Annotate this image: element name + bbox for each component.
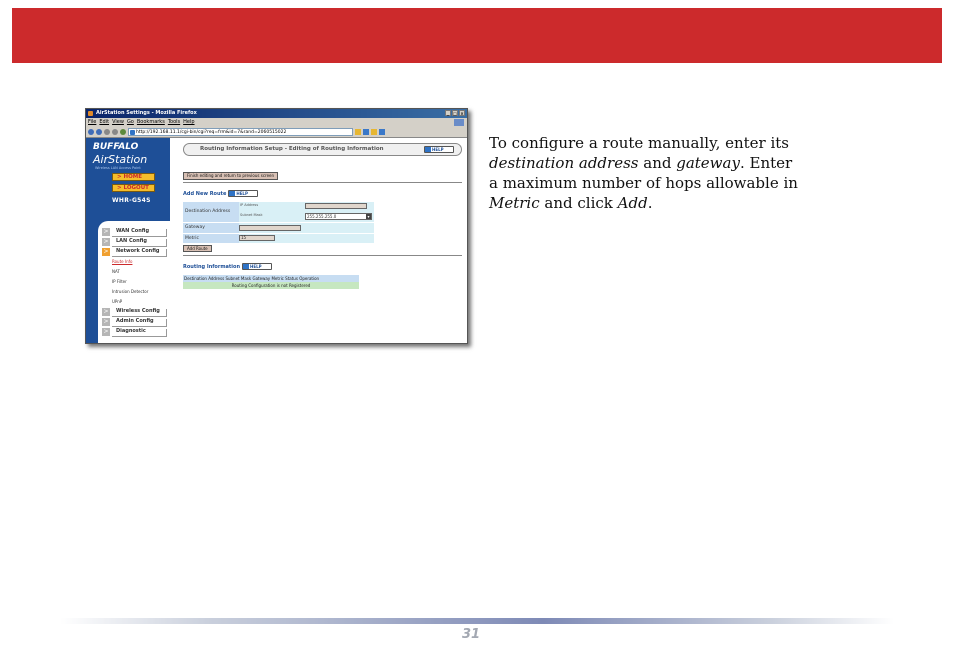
address-bar[interactable] <box>128 128 353 136</box>
gateway-field[interactable] <box>239 225 301 231</box>
home-icon[interactable] <box>120 129 126 135</box>
menu-go[interactable]: Go <box>126 119 134 125</box>
add-route-form <box>183 202 374 252</box>
column-header: Status <box>285 276 298 281</box>
menu-bar <box>86 118 467 127</box>
help-button[interactable]: HELP <box>424 146 454 153</box>
column-header: Operation <box>299 276 320 281</box>
maximize-icon[interactable]: □ <box>453 111 457 116</box>
arrow-icon: > <box>103 238 109 245</box>
dropdown-icon: ▾ <box>367 214 370 219</box>
arrow-icon: > <box>103 318 109 325</box>
divider <box>183 255 462 256</box>
footer-rule <box>60 618 894 624</box>
screenshot-figure <box>85 108 468 344</box>
navigation-toolbar <box>86 127 467 138</box>
divider <box>183 182 462 183</box>
arrow-icon: > <box>103 308 109 315</box>
arrow-icon: > <box>103 228 109 235</box>
sidebar-item-wan-config[interactable]: > WAN Config <box>102 227 170 237</box>
instruction-line: To configure a route manually, enter its <box>489 134 790 152</box>
column-header: Gateway <box>252 276 271 281</box>
instruction-line: Metric and click Add. <box>489 194 653 212</box>
sidebar-item-network-config[interactable]: > Network Config <box>102 247 170 257</box>
close-icon[interactable]: × <box>460 111 464 116</box>
help-icon <box>243 264 249 269</box>
menu-file[interactable]: File <box>88 119 97 125</box>
menu-tools[interactable]: Tools <box>167 119 181 125</box>
destination-address-label: Destination Address <box>183 202 239 222</box>
ip-address-field[interactable] <box>305 203 367 209</box>
top-banner <box>12 8 942 63</box>
subitem-intrusion-detector[interactable]: Intrusion Detector <box>112 289 149 294</box>
instruction-text <box>489 133 869 213</box>
gateway-label: Gateway <box>183 223 239 233</box>
page-favicon <box>130 130 135 135</box>
firefox-icon <box>88 111 93 116</box>
stop-icon[interactable] <box>112 129 118 135</box>
instruction-line: destination address and gateway. Enter <box>489 154 793 172</box>
throbber-icon <box>454 119 464 126</box>
forward-icon[interactable] <box>96 129 102 135</box>
reload-icon[interactable] <box>104 129 110 135</box>
router-sidebar <box>86 138 170 343</box>
subitem-nat[interactable]: NAT <box>112 269 120 274</box>
menu-help[interactable]: Help <box>183 119 195 125</box>
sidebar-nav <box>98 221 170 343</box>
subitem-upnp[interactable]: UPnP <box>112 299 123 304</box>
subitem-ip-filter[interactable]: IP Filter <box>112 279 127 284</box>
routing-information-heading: Routing Information HELP <box>183 263 462 270</box>
back-icon[interactable] <box>88 129 94 135</box>
go-icon[interactable] <box>363 129 369 135</box>
logout-button[interactable]: > LOGOUT <box>112 184 155 192</box>
menu-bookmarks[interactable]: Bookmarks <box>136 119 165 125</box>
help-icon <box>229 191 235 196</box>
help-button[interactable]: HELP <box>228 190 258 197</box>
home-button[interactable]: > HOME <box>112 173 155 181</box>
sidebar-item-diagnostic[interactable]: > Diagnostic <box>102 327 170 337</box>
add-route-button[interactable]: Add Route <box>183 245 212 252</box>
arrow-icon: > <box>103 248 109 255</box>
product-logo: AirStation <box>93 153 148 166</box>
routing-table <box>183 275 359 289</box>
subnet-mask-label: Subnet Mask <box>240 213 263 217</box>
pencil-icon[interactable] <box>355 129 361 135</box>
metric-label: Metric <box>183 234 239 243</box>
address-bar-text: http://192.168.11.1/cgi-bin/cgi?req=frm&id=7&rand=2060515022 <box>136 130 287 135</box>
menu-view[interactable]: View <box>112 119 124 125</box>
column-header: Destination Address <box>184 276 225 281</box>
browser-titlebar <box>86 109 467 118</box>
brand-logo: BUFFALO <box>93 142 139 152</box>
window-title: AirStation Settings - Mozilla Firefox <box>96 110 197 116</box>
add-route-heading: Add New Route HELP <box>183 190 462 197</box>
column-header: Subnet Mask <box>225 276 252 281</box>
model-name: WHR-G54S <box>112 197 151 204</box>
sidebar-item-lan-config[interactable]: > LAN Config <box>102 237 170 247</box>
page-number: 31 <box>462 627 481 642</box>
minimize-icon[interactable]: _ <box>447 111 449 116</box>
product-tagline: Wireless LAN Access Point <box>95 166 141 170</box>
empty-table-message: Routing Configuration is not Registered <box>183 282 359 289</box>
instruction-line: a maximum number of hops allowable in <box>489 174 798 192</box>
metric-field[interactable]: 15 <box>239 235 275 241</box>
page-title: Routing Information Setup - Editing of Routing Information HELP <box>183 143 462 156</box>
sidebar-item-admin-config[interactable]: > Admin Config <box>102 317 170 327</box>
subnet-mask-select[interactable]: 255.255.255.0 ▾ <box>305 213 372 220</box>
arrow-icon: > <box>103 328 109 335</box>
help-button[interactable]: HELP <box>242 263 272 270</box>
help-icon <box>425 147 431 152</box>
subitem-route-info[interactable]: Route Info <box>112 259 133 264</box>
toolbar-icon[interactable] <box>379 129 385 135</box>
search-engine-icon[interactable] <box>371 129 377 135</box>
finish-editing-button[interactable]: Finish editing and return to previous screen <box>183 172 278 180</box>
column-header: Metric <box>271 276 284 281</box>
sidebar-item-wireless-config[interactable]: > Wireless Config <box>102 307 170 317</box>
ip-address-label: IP Address <box>240 203 259 207</box>
main-panel <box>170 138 467 343</box>
menu-edit[interactable]: Edit <box>99 119 110 125</box>
table-header-row <box>183 275 359 282</box>
